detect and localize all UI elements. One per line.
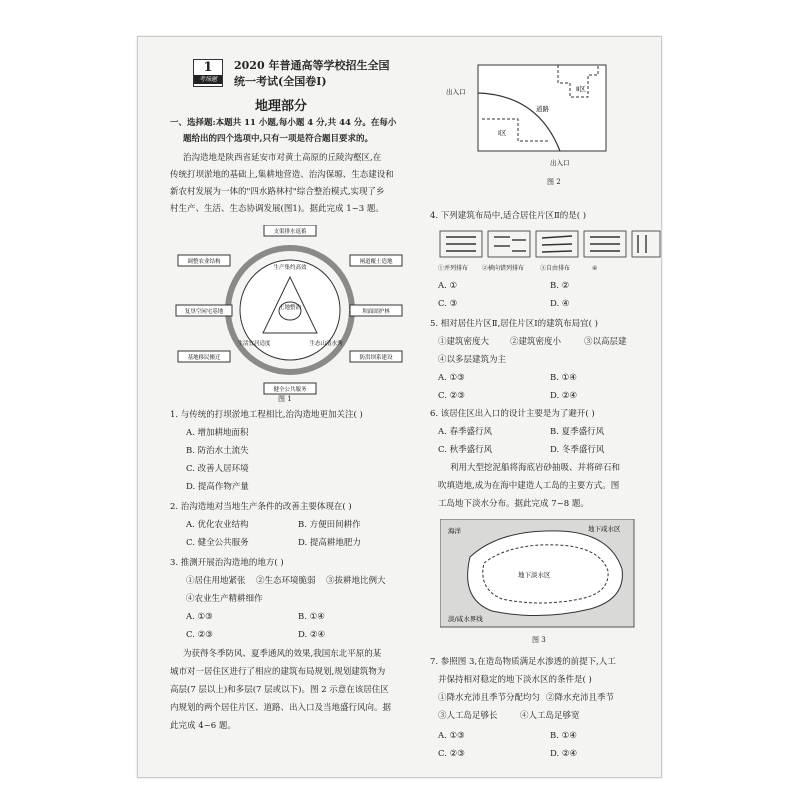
outer-node: 基地移民搬迁: [187, 355, 221, 361]
question-5-sub-option: ④以多层建筑为主: [438, 355, 507, 365]
ocean-label: 海洋: [448, 527, 461, 535]
badge-number: 1: [203, 60, 213, 75]
figure2-diagram: [438, 61, 653, 176]
question-7-option: A. ①③: [438, 731, 465, 741]
outer-node: 复垦空闲宅基地: [184, 309, 224, 315]
question-4-stem: 4. 下列建筑布局中,适合居住片区Ⅱ的是( ): [430, 211, 587, 221]
question-5-option: C. ②③: [438, 391, 465, 401]
inner-node-ecology: 生态山清水秀: [309, 341, 343, 347]
question-7-option: B. ①④: [550, 731, 577, 741]
passage3-line: 工岛地下淡水分布。据此完成 7~8 题。: [438, 499, 589, 509]
passage3-line: 吹填造地,成为在海中建造人工岛的主要方式。图: [438, 481, 620, 491]
zone-ii-label: Ⅱ区: [576, 85, 586, 93]
outer-node: 坝面固护林: [362, 309, 390, 315]
question-5-option: B. ①④: [550, 373, 577, 383]
question-3-option: B. ①④: [298, 612, 325, 622]
question-6-option: C. 秋季盛行风: [438, 445, 493, 455]
layout-caption: ②横向错列排布: [482, 265, 525, 272]
inner-node-living: 生活宜居适度: [237, 341, 271, 347]
question-2-option: B. 方便田间耕作: [298, 520, 361, 530]
zone-i-label: Ⅰ区: [498, 129, 507, 137]
outer-node: 防洪坝系建设: [359, 355, 393, 361]
question-6-option: D. 冬季盛行风: [550, 445, 605, 455]
question-7-sub-option: ②降水充沛且季节: [546, 693, 615, 703]
passage3-line: 利用大型挖泥船将海底岩砂抽吸、并将碎石和: [450, 463, 621, 473]
question-2-option: A. 优化农业结构: [186, 520, 249, 530]
exam-title-line1: 2020 年普通高等学校招生全国: [234, 59, 390, 72]
question-7-sub-option: ①降水充沛且季节分配均匀: [438, 693, 541, 703]
outer-node: 闸道覆土造地: [359, 259, 393, 265]
exam-title-line2: 统一考试(全国卷Ⅰ): [234, 75, 327, 88]
question-7-stem-line1: 7. 参照图 3,在造岛物质满足水渗透的前提下,人工: [430, 657, 616, 667]
figure1-diagram: [168, 225, 413, 395]
question-4-option: A. ①: [438, 281, 458, 291]
question-7-option: C. ②③: [438, 749, 465, 759]
passage1-line: 村生产、生活、生态协调发展(图1)。据此完成 1~3 题。: [170, 204, 384, 214]
question-1-option: B. 防治水土流失: [186, 446, 249, 456]
question-3-stem: 3. 推测开展治沟造地的地方( ): [170, 558, 284, 568]
intro-line-2: 题给出的四个选项中,只有一项是符合题目要求的。: [183, 134, 373, 144]
question-7-stem-line2: 并保持相对稳定的地下淡水区的条件是( ): [438, 675, 592, 685]
figure3-caption: 图 3: [532, 636, 546, 644]
question-7-sub-option: ④人工岛足够宽: [520, 711, 580, 721]
question-set-badge: [193, 59, 223, 87]
q4-layout-diagrams: [438, 229, 662, 263]
question-1-stem: 1. 与传统的打坝淤地工程相比,治沟造地更加关注( ): [170, 410, 363, 420]
passage2-line: 为获得冬季防风、夏季通风的效果,我国东北平原的某: [183, 649, 382, 659]
question-3-sub-option: ②生态环境脆弱: [256, 576, 316, 586]
boundary-legend-label: 淡/咸水界线: [448, 615, 483, 623]
question-1-option: A. 增加耕地面积: [186, 428, 249, 438]
figure1-caption: 图 1: [278, 395, 292, 403]
intro-line-1: 一、选择题:本题共 11 小题,每小题 4 分,共 44 分。在每小: [170, 118, 397, 128]
question-2-option: C. 健全公共服务: [186, 538, 249, 548]
question-5-stem: 5. 相对居住片区Ⅱ,居住片区Ⅰ的建筑布局宜( ): [430, 319, 598, 329]
road-label: 道路: [536, 105, 549, 113]
entrance-label-west: 出入口: [446, 88, 466, 96]
passage1-line: 传统打坝淤地的基础上,集耕地营造、治沟保塬、生态建设和: [170, 170, 394, 180]
question-2-stem: 2. 治沟造地对当地生产条件的改善主要体现在( ): [170, 502, 352, 512]
freshwater-zone-label: 地下淡水区: [518, 571, 551, 579]
passage2-line: 城市对一居住区进行了相应的建筑布局规划,规划建筑物为: [170, 667, 386, 677]
question-3-sub-option: ④农业生产精耕细作: [186, 594, 263, 604]
saltwater-zone-label: 地下咸水区: [588, 525, 621, 533]
question-5-option: D. ②④: [550, 391, 578, 401]
outer-node: 支渠排水退蓄: [273, 229, 307, 235]
outer-node: 调整农业结构: [187, 259, 221, 265]
question-5-sub-option: ③以高层建: [584, 337, 627, 347]
question-6-option: A. 春季盛行风: [438, 427, 493, 437]
center-label: 土地整治: [278, 305, 302, 311]
question-3-option: D. ②④: [298, 630, 326, 640]
question-1-option: C. 改善人居环境: [186, 464, 249, 474]
question-6-stem: 6. 该居住区出入口的设计主要是为了避开( ): [430, 409, 595, 419]
outer-node: 健全公共服务: [273, 387, 307, 393]
question-2-option: D. 提高耕地肥力: [298, 538, 361, 548]
question-3-option: A. ①③: [186, 612, 213, 622]
question-7-option: D. ②④: [550, 749, 578, 759]
entrance-label-south: 出入口: [550, 159, 570, 167]
question-3-sub-option: ③拔耕地比例大: [326, 576, 386, 586]
question-3-option: C. ②③: [186, 630, 213, 640]
question-4-option: C. ③: [438, 299, 458, 309]
layout-caption: ④: [592, 265, 598, 272]
question-4-option: B. ②: [550, 281, 570, 291]
question-5-sub-option: ②建筑密度小: [510, 337, 562, 347]
question-3-sub-option: ①居住用地紧张: [186, 576, 246, 586]
passage2-line: 此完成 4~6 题。: [170, 721, 236, 731]
passage2-line: 高层(7 层以上)和多层(7 层或以下)。图 2 示意在该居住区: [170, 685, 389, 695]
passage1-line: 新农村发展为一体的"四水路林村"综合整治模式,实现了乡: [170, 187, 385, 197]
question-5-sub-option: ①建筑密度大: [438, 337, 490, 347]
inner-node-production: 生产集约高效: [273, 265, 307, 271]
badge-label: 考场题: [194, 75, 222, 84]
layout-caption: ①并列排布: [438, 265, 469, 272]
passage1-line: 治沟造地是陕西省延安市对黄土高原的丘陵沟壑区,在: [183, 153, 382, 163]
exam-page: [137, 36, 662, 778]
question-5-option: A. ①③: [438, 373, 465, 383]
question-1-option: D. 提高作物产量: [186, 482, 249, 492]
passage2-line: 内规划的两个居住片区、道路、出入口及当地盛行风向。据: [170, 703, 392, 713]
question-7-sub-option: ③人工岛足够长: [438, 711, 498, 721]
layout-caption: ③自由排布: [540, 265, 571, 272]
figure3-diagram: [440, 519, 635, 629]
question-4-option: D. ④: [550, 299, 570, 309]
question-6-option: B. 夏季盛行风: [550, 427, 605, 437]
figure2-caption: 图 2: [547, 178, 561, 186]
section-title: 地理部分: [255, 99, 308, 114]
right-column: [420, 37, 662, 777]
left-column: [138, 37, 416, 777]
